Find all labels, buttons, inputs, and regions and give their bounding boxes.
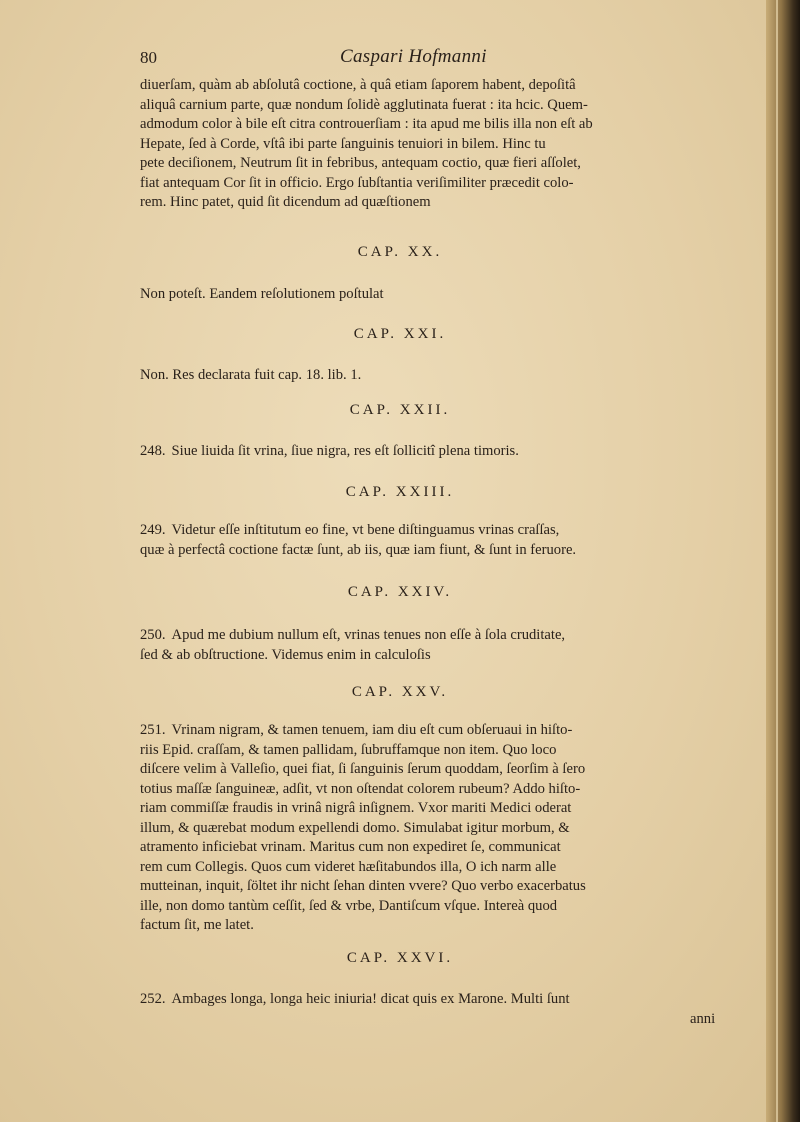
paragraph-number: 248. (140, 443, 166, 459)
text-line: diuerſam, quàm ab abſolutâ coctione, à quâ etiam ſaporem habent, depoſitâ (140, 77, 576, 93)
text-line: riis Epid. craſſam, & tamen pallidam, ſubruffamque non item. Quo loco (140, 741, 557, 758)
text-line: ſed & ab obſtructione. Videmus enim in calculoſis (140, 646, 431, 663)
text-line: rem. Hinc patet, quid ſit dicendum ad quæſtionem (140, 194, 431, 210)
text-line: aliquâ carnium parte, quæ nondum ſolidè agglutinata fuerat : ita hcic. Quem- (140, 96, 588, 113)
chapter-text (140, 721, 736, 936)
paragraph-number: 251. (140, 722, 166, 738)
page-header (140, 46, 540, 70)
chapter-heading: CAP. XXI. (353, 326, 447, 342)
chapter-heading: CAP. XXII. (349, 402, 451, 418)
chapter-heading: CAP. XX. (357, 244, 443, 260)
chapter-text (140, 285, 736, 305)
text-line: Hepate, ſed à Corde, vſtâ ibi parte ſanguinis tenuiori in bilem. Hinc tu (140, 135, 546, 152)
paragraph-number: 252. (140, 991, 166, 1007)
chapter-text (140, 990, 736, 1010)
paragraph-number: 250. (140, 627, 166, 643)
text-line: pete deciſionem, Neutrum ſit in febribus, antequam coctio, quæ fieri aſſolet, (140, 155, 581, 171)
text-line: totius maſſæ ſanguineæ, adſit, vt non oſtendat colorem rubeum? Addo hiſto- (140, 780, 581, 797)
text-line: riam commiſſæ fraudis in vrinâ nigrâ inſignem. Vxor mariti Medici oderat (140, 800, 572, 816)
text-line: Vrinam nigram, & tamen tenuem, iam diu eſt cum obſeruaui in hiſto- (171, 722, 573, 738)
text-line: atramento inficiebat vrinam. Maritus cum non expediret ſe, communicat (140, 839, 561, 855)
opening-paragraph (140, 76, 736, 213)
text-line: Ambages longa, longa heic iniuria! dicat quis ex Marone. Multi ſunt (171, 991, 570, 1007)
text-line: Non. Res declarata fuit cap. 18. lib. 1. (140, 367, 362, 383)
chapter-text (140, 521, 736, 560)
text-line: illum, & quærebat modum expellendi domo. Simulabat igitur morbum, & (140, 819, 570, 836)
text-line: Videtur eſſe inſtitutum eo fine, vt bene diſtinguamus vrinas craſſas, (171, 522, 560, 538)
chapter-heading: CAP. XXIV. (347, 584, 453, 600)
chapter-text (140, 366, 736, 386)
text-line: Siue liuida ſit vrina, ſiue nigra, res eſt ſollicitî plena timoris. (171, 443, 519, 459)
chapter-text (140, 626, 736, 665)
text-line: mutteinan, inquit, ſöltet ihr nicht ſehan dinten vvere? Quo verbo exacerbatus (140, 878, 586, 894)
paragraph-number: 249. (140, 522, 166, 538)
text-line: Apud me dubium nullum eſt, vrinas tenues non eſſe à ſola cruditate, (171, 627, 566, 643)
text-line: fiat antequam Cor ſit in officio. Ergo ſubſtantia veriſimiliter præcedit colo- (140, 174, 574, 191)
text-line: ille, non domo tantùm ceſſit, ſed & vrbe, Dantiſcum vſque. Intereà quod (140, 897, 558, 914)
text-line: diſcere velim à Valleſio, quei fiat, ſi ſanguinis ſerum quoddam, ſeorſim à ſero (140, 761, 586, 777)
chapter-text (140, 442, 736, 462)
chapter-heading: CAP. XXIII. (345, 484, 455, 500)
chapter-heading: CAP. XXVI. (346, 950, 454, 966)
text-line: Non poteſt. Eandem reſolutionem poſtulat (140, 286, 384, 302)
page-number: 80 (140, 48, 157, 67)
text-line: factum ſit, me latet. (140, 917, 254, 933)
text-line: quæ à perfectâ coctione factæ ſunt, ab iis, quæ iam fiunt, & ſunt in feruore. (140, 541, 577, 558)
text-line: admodum color à bile eſt citra controuerſiam : ita apud me bilis illa non eſt ab (140, 116, 593, 132)
running-head: Caspari Hofmanni (340, 46, 487, 67)
text-line: rem cum Collegis. Quos cum videret hæſitabundos illa, O ich narm alle (140, 858, 557, 875)
catchword: anni (690, 1011, 716, 1027)
chapter-heading: CAP. XXV. (351, 684, 449, 700)
